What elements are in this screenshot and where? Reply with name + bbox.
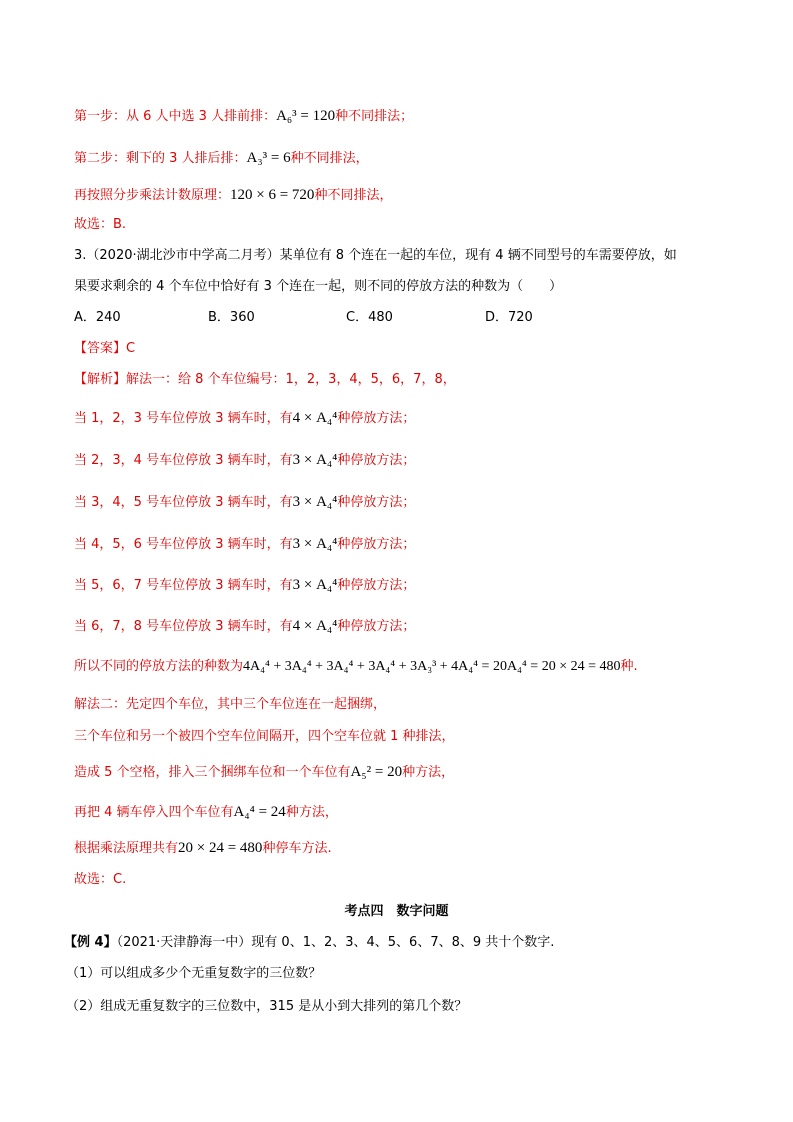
case-math: 4 × A₄⁴ [292,618,338,634]
case-tail: 种停放方法； [337,453,416,468]
case-math: 3 × A₄⁴ [292,577,338,593]
method2-3-tail: 种方法， [402,765,455,780]
case-math: 3 × A₄⁴ [292,494,338,510]
option-d: D．720 [485,310,533,325]
answer-label: 【答案】 [74,341,127,356]
step2-tail: 种不同排法， [290,151,369,166]
step3-text: 再按照分步乘法计数原理： [74,188,231,203]
question3-line1: 3.（2020·湖北沙市中学高二月考）某单位有 8 个连在一起的车位，现有 4 辆不同型号的车需要停放，如 [74,248,677,263]
example4-source: （2021·天津静海一中）现有 0、1、2、3、4、5、6、7、8、9 共十个数字. [116,935,555,950]
case-tail: 种停放方法； [337,411,416,426]
step2-text: 第二步：剩下的 3 人排后排： [74,151,247,166]
answer-value: C [126,341,136,356]
case-line [74,616,415,637]
sum-line [74,657,638,677]
case-text: 当 3，4，5 号车位停放 3 辆车时，有 [74,495,293,510]
step1-text: 第一步：从 6 人中选 3 人排前排： [74,109,277,124]
method2-4-math: A₄⁴ = 24 [233,804,286,820]
method2-line5 [74,838,332,859]
option-a: A．240 [74,310,121,325]
step1-line [74,106,413,127]
case-line [74,534,415,555]
method2-5-text: 根据乘法原理共有 [74,841,179,856]
example4-line [64,933,554,953]
method2-5-math: 20 × 24 = 480 [178,840,263,856]
case-tail: 种停放方法； [337,537,416,552]
case-line [74,492,415,513]
step2-math: A₃³ = 6 [246,150,291,166]
option-c: C．480 [346,310,393,325]
answer-line [74,339,135,359]
method2-4-tail: 种方法， [285,805,338,820]
method2-line1: 解法二：先定四个车位，其中三个车位连在一起捆绑， [74,697,387,712]
step3-math: 120 × 6 = 720 [230,187,315,203]
sum-math: 4A₄⁴ + 3A₄⁴ + 3A₄⁴ + 3A₄⁴ + 3A₃³ + 4A₄⁴ = 20A₄⁴ = 20 × 24 = 480 [243,659,621,674]
case-text: 当 6，7，8 号车位停放 3 辆车时，有 [74,619,293,634]
sum-tail: 种. [620,659,638,674]
case-math: 3 × A₄⁴ [292,452,338,468]
case-text: 当 2，3，4 号车位停放 3 辆车时，有 [74,453,293,468]
step3-tail: 种不同排法， [314,188,393,203]
case-text: 当 4，5，6 号车位停放 3 辆车时，有 [74,537,293,552]
example4-q1: （1）可以组成多少个无重复数字的三位数？ [66,966,322,981]
option-b: B．360 [208,310,255,325]
case-line [74,575,415,596]
case-text: 当 1，2，3 号车位停放 3 辆车时，有 [74,411,293,426]
method2-4-text: 再把 4 辆车停入四个车位有 [74,805,234,820]
sum-text: 所以不同的停放方法的种数为 [74,659,244,674]
method2-line4 [74,802,338,823]
example4-q2: （2）组成无重复数字的三位数中，315 是从小到大排列的第几个数？ [66,999,468,1014]
step3-line [74,185,392,206]
step1-tail: 种不同排法； [335,109,414,124]
example4-label: 【例 4】 [64,935,117,950]
method2-5-tail: 种停车方法. [262,841,332,856]
analysis-line [74,370,456,390]
case-text: 当 5，6，7 号车位停放 3 辆车时，有 [74,578,293,593]
case-line [74,450,415,471]
step1-math: A₆³ = 120 [276,108,336,124]
method2-line3 [74,762,454,783]
method2-3-math: A₅² = 20 [350,764,403,780]
case-tail: 种停放方法； [337,578,416,593]
analysis-intro: 解法一：给 8 个车位编号：1，2，3，4，5，6，7，8， [126,372,456,387]
prev-conclusion: 故选：B. [74,217,127,232]
analysis-label: 【解析】 [74,372,127,387]
case-tail: 种停放方法； [337,495,416,510]
section-title: 考点四 数字问题 [344,904,449,919]
case-math: 3 × A₄⁴ [292,536,338,552]
case-line [74,408,415,429]
case-tail: 种停放方法； [337,619,416,634]
question3-conclusion: 故选：C. [74,872,127,887]
method2-line2: 三个车位和另一个被四个空车位间隔开，四个空车位就 1 种排法， [74,729,455,744]
step2-line [74,148,369,169]
question3-line2: 果要求剩余的 4 个车位中恰好有 3 个连在一起，则不同的停放方法的种数为（ ） [74,279,563,294]
case-math: 4 × A₄⁴ [292,410,338,426]
method2-3-text: 造成 5 个空格，排入三个捆绑车位和一个车位有 [74,765,351,780]
